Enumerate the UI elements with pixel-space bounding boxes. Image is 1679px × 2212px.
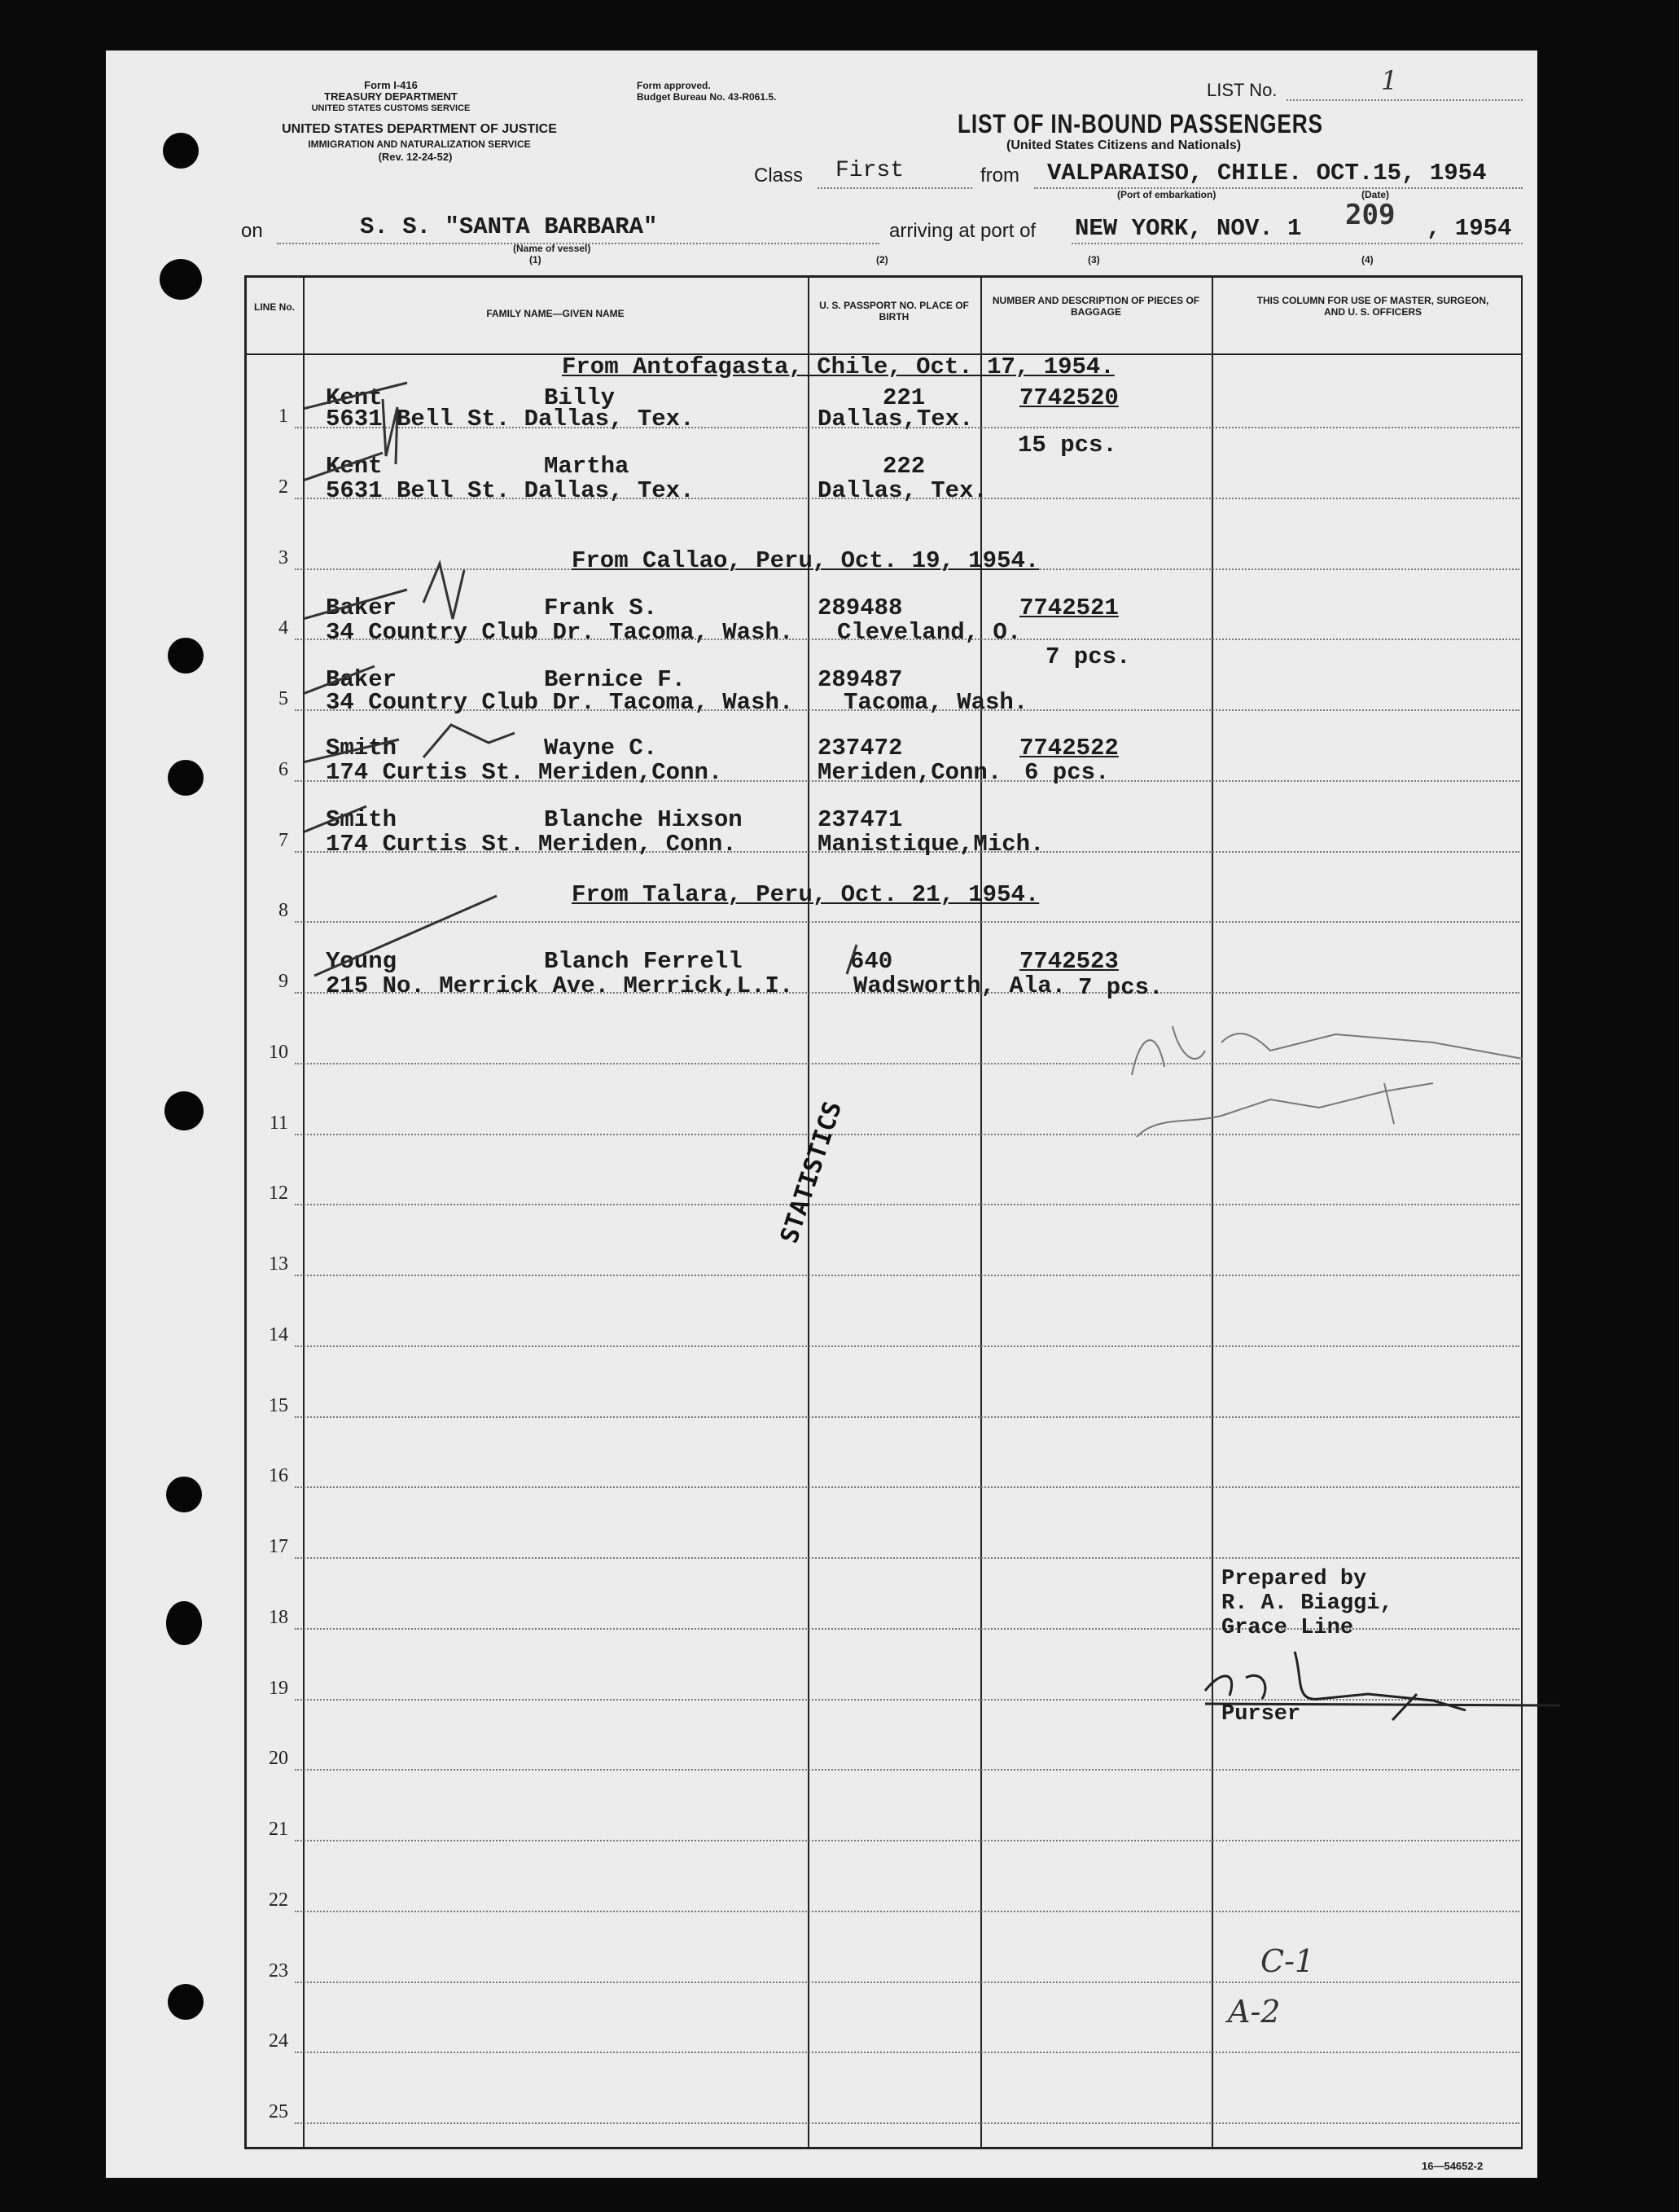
form-approved: Form approved. bbox=[637, 80, 711, 91]
line-number: 14 bbox=[269, 1323, 288, 1345]
place-of-birth: Dallas,Tex. bbox=[818, 406, 974, 432]
annotation-c1: C-1 bbox=[1260, 1943, 1315, 1979]
line-number: 2 bbox=[278, 476, 288, 498]
passport-number: 237472 bbox=[818, 735, 903, 761]
place-of-birth: Manistique,Mich. bbox=[818, 831, 1045, 858]
passport-number: 640 bbox=[850, 948, 893, 975]
passenger-family-name: Baker bbox=[326, 666, 397, 693]
department-of-justice: UNITED STATES DEPARTMENT OF JUSTICE bbox=[282, 122, 557, 136]
stamp-number: 209 bbox=[1345, 199, 1396, 231]
passenger-given-name: Frank S. bbox=[544, 595, 658, 621]
passenger-given-name: Blanch Ferrell bbox=[544, 948, 743, 975]
line-number: 24 bbox=[269, 2030, 288, 2052]
baggage-number: 7742521 bbox=[1019, 595, 1119, 621]
line-number: 18 bbox=[269, 1606, 288, 1628]
line-number: 8 bbox=[278, 900, 288, 922]
footer-code: 16—54652-2 bbox=[1422, 2160, 1484, 2172]
arriving-label: arriving at port of bbox=[889, 220, 1037, 242]
treasury-department: TREASURY DEPARTMENT bbox=[324, 90, 458, 103]
arrival-year: , 1954 bbox=[1427, 215, 1512, 242]
column-header-officers: THIS COLUMN FOR USE OF MASTER, SURGEON, AND U. S. OFFICERS bbox=[1256, 295, 1489, 318]
line-number: 9 bbox=[278, 971, 288, 992]
list-number-value: 1 bbox=[1381, 65, 1398, 96]
caption-2: (2) bbox=[876, 254, 888, 266]
form-title: LIST OF IN-BOUND PASSENGERS bbox=[958, 109, 1323, 138]
line-number: 6 bbox=[278, 758, 288, 780]
baggage-pieces: 7 pcs. bbox=[1046, 643, 1131, 670]
place-of-birth: Dallas, Tex. bbox=[818, 477, 988, 504]
place-of-birth: Meriden,Conn. bbox=[818, 759, 1002, 786]
customs-service: UNITED STATES CUSTOMS SERVICE bbox=[311, 103, 471, 113]
arrival-port: NEW YORK, NOV. 1 bbox=[1075, 215, 1302, 242]
section-talara: From Talara, Peru, Oct. 21, 1954. bbox=[572, 881, 1040, 908]
line-number: 20 bbox=[269, 1748, 288, 1770]
list-number-label: LIST No. bbox=[1207, 80, 1278, 100]
baggage-number: 7742523 bbox=[1019, 948, 1119, 975]
line-number: 12 bbox=[269, 1183, 288, 1205]
baggage-number: 7742520 bbox=[1019, 384, 1119, 411]
passenger-family-name: Smith bbox=[326, 806, 397, 833]
passenger-given-name: Blanche Hixson bbox=[544, 806, 743, 833]
on-label: on bbox=[241, 220, 263, 242]
passport-number: 222 bbox=[883, 453, 926, 480]
form-subtitle: (United States Citizens and Nationals) bbox=[1006, 138, 1242, 152]
place-of-birth: Cleveland, O. bbox=[837, 619, 1022, 646]
line-number: 22 bbox=[269, 1889, 288, 1911]
line-number: 23 bbox=[269, 1960, 288, 1982]
vessel-caption: (Name of vessel) bbox=[513, 243, 591, 254]
caption-1: (1) bbox=[529, 254, 541, 266]
line-number: 5 bbox=[278, 688, 288, 709]
passenger-family-name: Baker bbox=[326, 595, 397, 621]
passport-number: 237471 bbox=[818, 806, 903, 833]
revision-date: (Rev. 12-24-52) bbox=[378, 151, 453, 163]
form-number: Form I-416 bbox=[364, 79, 418, 91]
passenger-address: 34 Country Club Dr. Tacoma, Wash. bbox=[326, 619, 794, 646]
baggage-pieces: 15 pcs. bbox=[1018, 432, 1117, 459]
line-number: 4 bbox=[278, 617, 288, 639]
passenger-address: 174 Curtis St. Meriden,Conn. bbox=[326, 759, 723, 786]
passenger-family-name: Kent bbox=[326, 384, 383, 411]
line-number: 15 bbox=[269, 1394, 288, 1416]
preparer-company: Grace Line bbox=[1221, 1616, 1354, 1640]
line-number: 16 bbox=[269, 1465, 288, 1487]
preparer-name: R. A. Biaggi, bbox=[1221, 1591, 1393, 1616]
line-number: 3 bbox=[278, 546, 288, 568]
purser-label: Purser bbox=[1221, 1702, 1301, 1727]
column-header-passport: U. S. PASSPORT NO. PLACE OF BIRTH bbox=[819, 300, 969, 323]
line-number: 25 bbox=[269, 2101, 288, 2122]
passport-number: 289488 bbox=[818, 595, 903, 621]
column-header-line: LINE No. bbox=[254, 301, 295, 313]
line-number: 1 bbox=[278, 406, 288, 427]
line-number: 21 bbox=[269, 1819, 288, 1840]
passenger-given-name: Bernice F. bbox=[544, 666, 686, 693]
line-number: 13 bbox=[269, 1253, 288, 1275]
passenger-family-name: Young bbox=[326, 948, 397, 975]
passport-number: 289487 bbox=[818, 666, 903, 693]
passenger-address: 5631 Bell St. Dallas, Tex. bbox=[326, 406, 695, 432]
column-header-name: FAMILY NAME—GIVEN NAME bbox=[486, 308, 625, 319]
passenger-family-name: Kent bbox=[326, 453, 383, 480]
passenger-family-name: Smith bbox=[326, 735, 397, 761]
prepared-by: Prepared by bbox=[1221, 1567, 1367, 1591]
section-antofagasta: From Antofagasta, Chile, Oct. 17, 1954. bbox=[562, 353, 1115, 380]
place-of-birth: Tacoma, Wash. bbox=[844, 689, 1028, 716]
baggage-number: 7742522 bbox=[1019, 735, 1119, 761]
passenger-address: 215 No. Merrick Ave. Merrick,L.I. bbox=[326, 972, 794, 999]
annotation-a2: A-2 bbox=[1228, 1994, 1281, 2030]
passenger-given-name: Martha bbox=[544, 453, 629, 480]
statistics-stamp: STATISTICS bbox=[775, 1098, 848, 1247]
line-number: 17 bbox=[269, 1536, 288, 1557]
passenger-address: 174 Curtis St. Meriden, Conn. bbox=[326, 831, 737, 858]
line-number: 11 bbox=[269, 1112, 288, 1134]
place-of-birth: Wadsworth, Ala. bbox=[853, 972, 1067, 999]
section-callao: From Callao, Peru, Oct. 19, 1954. bbox=[572, 547, 1040, 574]
line-number: 10 bbox=[269, 1041, 288, 1063]
line-number: 19 bbox=[269, 1677, 288, 1699]
vessel-name: S. S. "SANTA BARBARA" bbox=[360, 213, 658, 240]
embarkation-value: VALPARAISO, CHILE. OCT.15, 1954 bbox=[1047, 160, 1487, 187]
passenger-given-name: Billy bbox=[544, 384, 616, 411]
line-number: 7 bbox=[278, 829, 288, 851]
budget-bureau: Budget Bureau No. 43-R061.5. bbox=[637, 91, 777, 103]
passenger-address: 5631 Bell St. Dallas, Tex. bbox=[326, 477, 695, 504]
baggage-pieces: 7 pcs. bbox=[1078, 974, 1164, 1001]
passenger-given-name: Wayne C. bbox=[544, 735, 658, 761]
class-value: First bbox=[835, 158, 905, 183]
passenger-address: 34 Country Club Dr. Tacoma, Wash. bbox=[326, 689, 794, 716]
port-caption: (Port of embarkation) bbox=[1117, 189, 1217, 200]
class-label: Class bbox=[754, 165, 804, 187]
column-header-baggage: NUMBER AND DESCRIPTION OF PIECES OF BAGGAGE bbox=[992, 295, 1200, 318]
immigration-service: IMMIGRATION AND NATURALIZATION SERVICE bbox=[308, 138, 531, 150]
from-label: from bbox=[980, 165, 1019, 187]
passport-number: 221 bbox=[883, 384, 926, 411]
caption-3: (3) bbox=[1088, 254, 1100, 266]
baggage-pieces: 6 pcs. bbox=[1024, 759, 1110, 786]
caption-4: (4) bbox=[1361, 254, 1374, 266]
date-caption: (Date) bbox=[1361, 189, 1390, 200]
